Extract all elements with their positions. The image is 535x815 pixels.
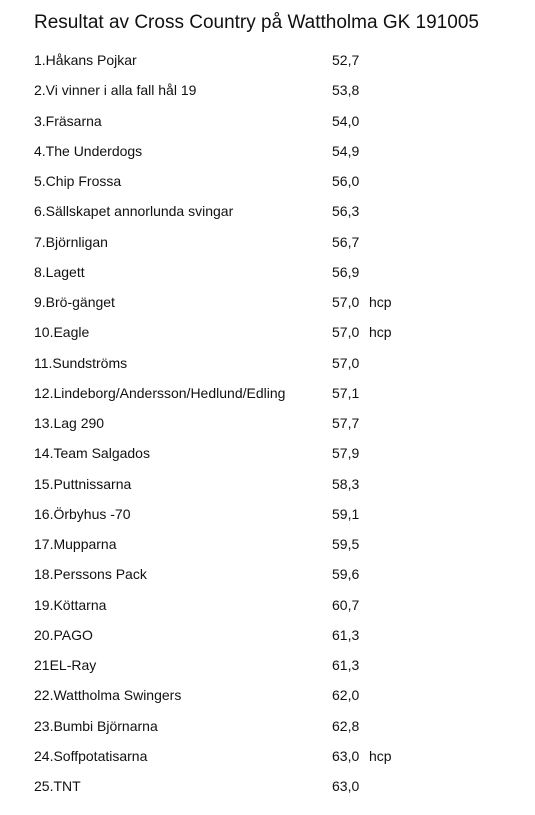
handicap-note: hcp [369, 294, 392, 310]
team-name: 6.Sällskapet annorlunda svingar [34, 203, 234, 220]
result-row [34, 292, 514, 322]
team-name: 9.Brö-gänget [34, 294, 115, 310]
handicap-note: hcp [369, 747, 392, 764]
team-name: 19.Köttarna [34, 596, 107, 613]
result-row [34, 262, 514, 292]
team-name: 15.Puttnissarna [34, 475, 132, 492]
result-row [34, 564, 514, 594]
team-score: 57,0 [332, 294, 360, 310]
team-name: 18.Perssons Pack [34, 566, 147, 583]
team-score: 61,3 [332, 626, 360, 643]
team-name: 25.TNT [34, 778, 81, 794]
team-score: 57,0 [332, 324, 360, 341]
team-score: 57,9 [332, 445, 360, 462]
team-name: 16.Örbyhus -70 [34, 505, 131, 522]
team-score: 56,7 [332, 233, 360, 250]
result-row [34, 413, 514, 443]
team-score: 59,6 [332, 566, 360, 583]
team-score: 56,9 [332, 263, 360, 280]
team-score: 60,7 [332, 596, 360, 613]
team-score: 57,1 [332, 384, 360, 401]
result-row [34, 595, 514, 625]
result-row [34, 474, 514, 504]
team-name: 24.Soffpotatisarna [34, 747, 148, 764]
result-row [34, 383, 514, 413]
team-name: 11.Sundströms [34, 354, 128, 371]
result-row [34, 534, 514, 564]
result-row [34, 232, 514, 262]
page-title: Resultat av Cross Country på Wattholma GK 191005 [34, 12, 479, 33]
result-row [34, 746, 514, 776]
result-row [34, 625, 514, 655]
team-score: 58,3 [332, 475, 360, 492]
team-name: 4.The Underdogs [34, 142, 143, 159]
team-name: 1.Håkans Pojkar [34, 52, 137, 68]
result-row [34, 716, 514, 746]
result-row [34, 141, 514, 171]
team-score: 54,0 [332, 112, 360, 129]
team-name: 8.Lagett [34, 263, 85, 280]
team-name: 3.Fräsarna [34, 112, 102, 129]
team-name: 20.PAGO [34, 626, 93, 643]
team-name: 10.Eagle [34, 324, 90, 341]
handicap-note: hcp [369, 324, 392, 341]
result-row [34, 504, 514, 534]
team-name: 23.Bumbi Björnarna [34, 717, 158, 734]
team-score: 56,3 [332, 203, 360, 220]
team-score: 54,9 [332, 142, 360, 159]
team-name: 12.Lindeborg/Andersson/Hedlund/Edling [34, 384, 286, 401]
team-name: 22.Wattholma Swingers [34, 687, 182, 704]
team-name: 2.Vi vinner i alla fall hål 19 [34, 82, 197, 99]
team-score: 57,7 [332, 415, 360, 431]
team-score: 63,0 [332, 747, 360, 764]
results-list [34, 50, 514, 806]
result-row [34, 80, 514, 110]
result-row [34, 322, 514, 352]
team-name: 7.Björnligan [34, 233, 108, 250]
result-row [34, 443, 514, 473]
team-score: 63,0 [332, 778, 360, 794]
team-name: 14.Team Salgados [34, 445, 150, 462]
result-row [34, 171, 514, 201]
result-row [34, 685, 514, 715]
team-name: 5.Chip Frossa [34, 173, 122, 189]
team-score: 53,8 [332, 82, 360, 99]
team-name: 21EL-Ray [34, 657, 97, 673]
team-name: 17.Mupparna [34, 536, 117, 552]
result-row [34, 50, 514, 80]
team-score: 61,3 [332, 657, 360, 673]
team-score: 59,5 [332, 536, 360, 552]
team-name: 13.Lag 290 [34, 415, 105, 431]
team-score: 62,0 [332, 687, 360, 704]
result-row [34, 655, 514, 685]
result-row [34, 201, 514, 231]
team-score: 56,0 [332, 173, 360, 189]
result-row [34, 353, 514, 383]
team-score: 52,7 [332, 52, 360, 68]
team-score: 57,0 [332, 354, 360, 371]
team-score: 62,8 [332, 717, 360, 734]
result-row [34, 111, 514, 141]
result-row [34, 776, 514, 806]
team-score: 59,1 [332, 505, 360, 522]
